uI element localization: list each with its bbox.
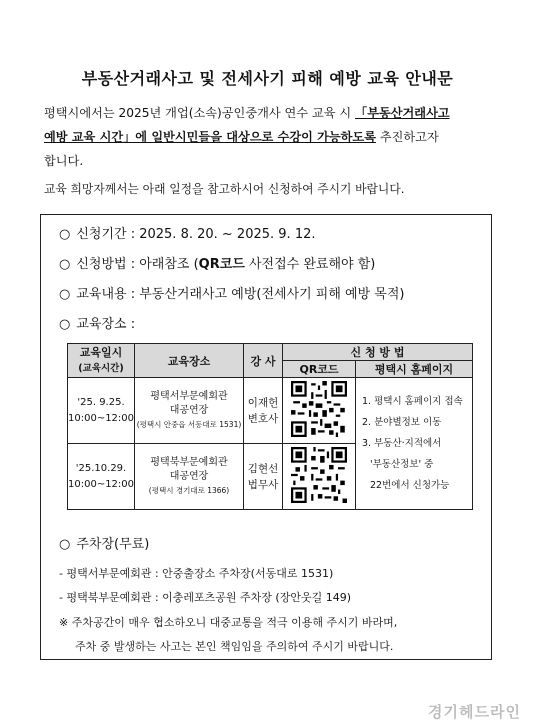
method-text: 사전접수 완료해야 함) [244,257,376,272]
method-text: 신청방법 : 아래참조 ( [76,257,199,272]
parking-note-1: ※ 주차공간이 매우 협소하오니 대중교통을 적극 이용해 주시기 바라며, [59,616,398,629]
intro-text: 평택시에서는 2025년 개업(소속)공인중개사 연수 교육 시 [44,106,356,120]
parking-note-2: 주차 중 발생하는 사고는 본인 책임임을 주의하여 주시기 바랍니다. [75,640,394,653]
step-3: 3. 부동산·지적에서 [362,438,442,449]
parking-item-2: - 평택북부문예회관 : 이충레포츠공원 주차장 (장안웃길 149) [59,591,352,604]
intro-highlight: 「부동산거래사고 [355,106,450,120]
homepage-steps [356,378,473,510]
document-title: 부동산거래사고 및 전세사기 피해 예방 교육 안내문 [81,69,454,88]
period-text: 신청기간 : 2025. 8. 20. ~ 2025. 9. 12. [76,227,316,242]
content-row [59,283,405,302]
step-3-cont: 22번에서 신청가능 [370,480,450,491]
cell-lecturer: 이재헌 변호사 [244,378,283,444]
table-row [68,378,473,444]
step-3-cont: '부동산정보' 중 [370,459,434,470]
step-2: 2. 분야별정보 이동 [362,417,442,428]
place-row [59,313,135,332]
intro-line-3: 합니다. [44,154,84,168]
step-1: 1. 평택시 홈페이지 접속 [362,396,463,407]
schedule-table [67,343,473,510]
method-qr-label: QR코드 [198,257,245,272]
cell-qr [283,444,356,510]
cell-place: 평택서부문예회관 대공연장 (평택시 안중읍 서동대로 1531) [135,378,244,444]
header-qr: QR코드 [283,361,356,378]
bullet-icon: ○ [59,287,71,302]
bullet-icon: ○ [59,257,71,272]
method-row [59,253,375,272]
intro-line-1 [44,102,514,125]
intro-text: 추진하고자 [375,130,439,144]
period-row [59,223,316,242]
content-text: 교육내용 : 부동산거래사고 예방(전세사기 피해 예방 목적) [76,287,405,302]
header-lecturer: 강 사 [244,344,283,378]
header-homepage: 평택시 홈페이지 [356,361,473,378]
cell-place: 평택북부문예회관 대공연장 (평택시 경기대로 1366) [135,444,244,510]
parking-item-1: - 평택서부문예회관 : 안중출장소 주차장(서동대로 1531) [59,567,334,580]
cell-lecturer: 김현선 법무사 [244,444,283,510]
parking-title: 주차장(무료) [76,537,150,552]
intro-line-4: 교육 희망자께서는 아래 일정을 참고하시어 신청하여 주시기 바랍니다. [44,182,405,196]
parking-row [59,533,149,552]
bullet-icon: ○ [59,317,71,332]
bullet-icon: ○ [59,227,71,242]
qr-code-icon[interactable] [291,381,347,437]
header-apply: 신 청 방 법 [283,344,473,361]
place-text: 교육장소 : [76,317,136,332]
header-place: 교육장소 [135,344,244,378]
watermark-logo: 경기헤드라인 [428,703,521,721]
cell-qr [283,378,356,444]
bullet-icon: ○ [59,537,71,552]
info-box [40,214,492,660]
cell-date: '25. 9.25. 10:00~12:00 [68,378,135,444]
intro-highlight: 예방 교육 시간」에 일반시민들을 대상으로 수강이 가능하도록 [44,130,376,144]
cell-date: '25.10.29. 10:00~12:00 [68,444,135,510]
qr-code-icon[interactable] [291,447,347,503]
header-date: 교육일시 (교육시간) [68,344,135,378]
intro-line-2 [44,126,514,149]
